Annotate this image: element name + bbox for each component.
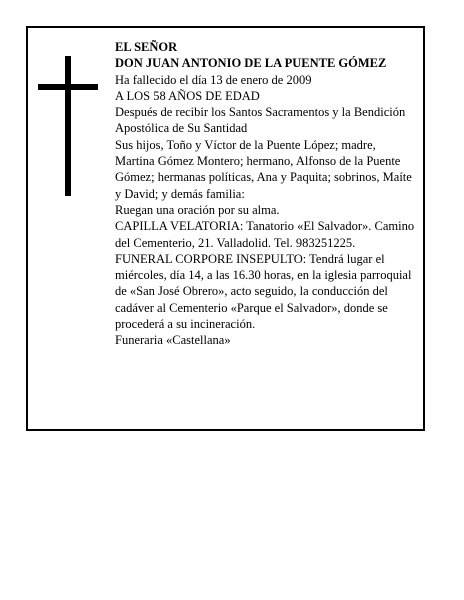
cross-icon xyxy=(65,56,71,196)
death-date: Ha fallecido el día 13 de enero de 2009 xyxy=(115,72,312,87)
sacraments-text: Después de recibir los Santos Sacramentos y la Bendición Apostólica de Su Santidad xyxy=(115,105,406,136)
funeral-home: Funeraria «Castellana» xyxy=(115,333,231,348)
deceased-title: EL SEÑOR xyxy=(115,40,178,54)
cross-icon-bar xyxy=(38,84,98,90)
obituary-text xyxy=(115,39,415,349)
funeral-info: FUNERAL CORPORE INSEPULTO: Tendrá lugar el miércoles, día 14, a las 16.30 horas, en la iglesia parroquial de «San José Obrero», acto seguido, la conducción del cadáver al Cementerio «Parque el Salvador», donde se procederá a su incineración. xyxy=(115,251,412,332)
chapel-info: CAPILLA VELATORIA: Tanatorio «El Salvador». Camino del Cementerio, 21. Valladolid. Tel. 983251225. xyxy=(115,219,415,250)
family-text: Sus hijos, Toño y Víctor de la Puente López; madre, Martina Gómez Montero; hermano, Alfonso de la Puente Gómez; hermanas políticas, Ana y Paquita; sobrinos, Maíte y David; y demás familia: xyxy=(115,137,412,201)
age-at-death: A LOS 58 AÑOS DE EDAD xyxy=(115,88,260,103)
deceased-name: DON JUAN ANTONIO DE LA PUENTE GÓMEZ xyxy=(115,56,387,71)
prayer-request: Ruegan una oración por su alma. xyxy=(115,202,280,217)
